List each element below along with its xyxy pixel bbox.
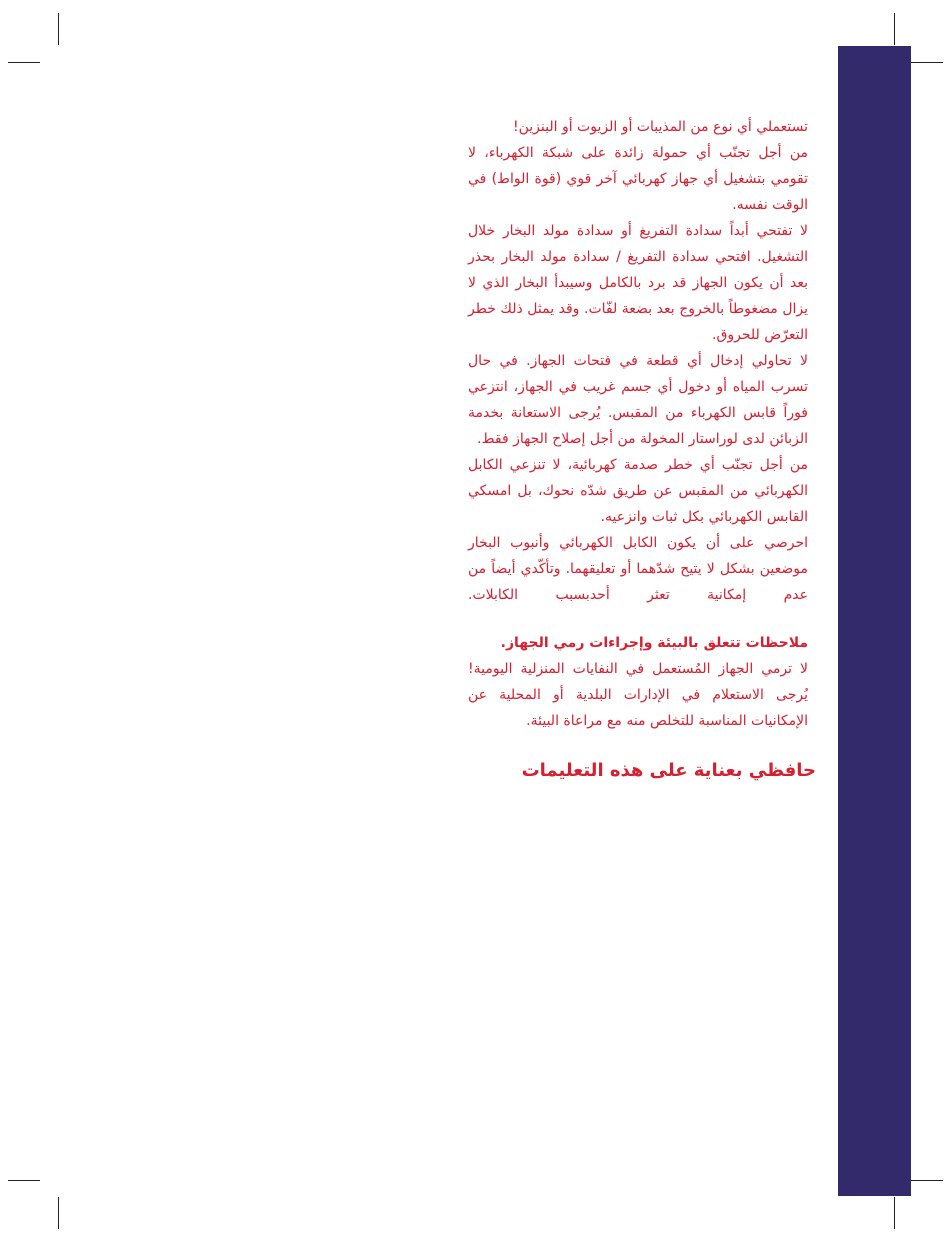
instructions-column [468,114,808,734]
paragraph-solvents-warning: تستعملي أي نوع من المذيبات أو الزيوت أو البنزين! [513,119,808,135]
crop-mark-bottom-left-horizontal [8,1180,40,1181]
crop-mark-top-left-horizontal [8,62,40,63]
paragraph-overload-warning: من أجل تجنّب أي حمولة زائدة على شبكة الكهرباء، لا تقومي بتشغيل أي جهاز كهربائي آخر قوي (قوة الواط) في الوقت نفسه. [468,145,808,213]
paragraph-drain-cap-warning: لا تفتحي أبداً سدادة التفريغ أو سدادة مولد البخار خلال التشغيل. افتحي سدادة التفريغ / سدادة مولد البخار بحذر بعد أن يكون الجهاز قد برد بالكامل وسيبدأ البخار الذي لا يزال مضغوطاً بالخروج بعد بضعة لفّات. وقد يمثل ذلك خطر التعرّض للحروق. [468,223,808,343]
crop-mark-top-left-vertical [58,13,59,45]
paragraph-cable-pull-warning: من أجل تجنّب أي خطر صدمة كهربائية، لا تنزعي الكابل الكهربائي من المقبس عن طريق شدّه نحوك، بل امسكي القابس الكهربائي بكل ثبات وانزعيه. [468,457,808,525]
environment-text: لا ترمي الجهاز المُستعمل في النفايات المنزلية اليومية! يُرجى الاستعلام في الإدارات البلدية أو المحلية عن الإمكانيات المناسبة للتخلص منه مع مراعاة البيئة. [468,661,808,729]
side-color-band [838,46,911,1196]
keep-instructions-heading: حافظي بعناية على هذه التعليمات [521,760,816,781]
environment-heading: ملاحظات تتعلق بالبيئة وإجراءات رمي الجهاز. [500,635,808,651]
crop-mark-top-right-vertical [894,13,895,45]
paragraph-cable-placement-warning: احرصي على أن يكون الكابل الكهربائي وأنبوب البخار موضعين بشكل لا يتيح شدّهما أو تعليقهما. وتأكّدي أيضاً من عدم إمكانية تعثر أحدبسبب الكابلات. [468,535,808,603]
crop-mark-bottom-right-horizontal [911,1180,943,1181]
crop-mark-top-right-horizontal [911,62,943,63]
crop-mark-bottom-right-vertical [894,1197,895,1229]
crop-mark-bottom-left-vertical [58,1197,59,1229]
paragraph-openings-warning: لا تحاولي إدخال أي قطعة في فتحات الجهاز. في حال تسرب المياه أو دخول أي جسم غريب في الجهاز، انتزعي فوراً قابس الكهرباء من المقبس. يُرجى الاستعانة بخدمة الزبائن لدى لوراستار المخولة من أجل إصلاح الجهاز فقط. [468,353,808,447]
